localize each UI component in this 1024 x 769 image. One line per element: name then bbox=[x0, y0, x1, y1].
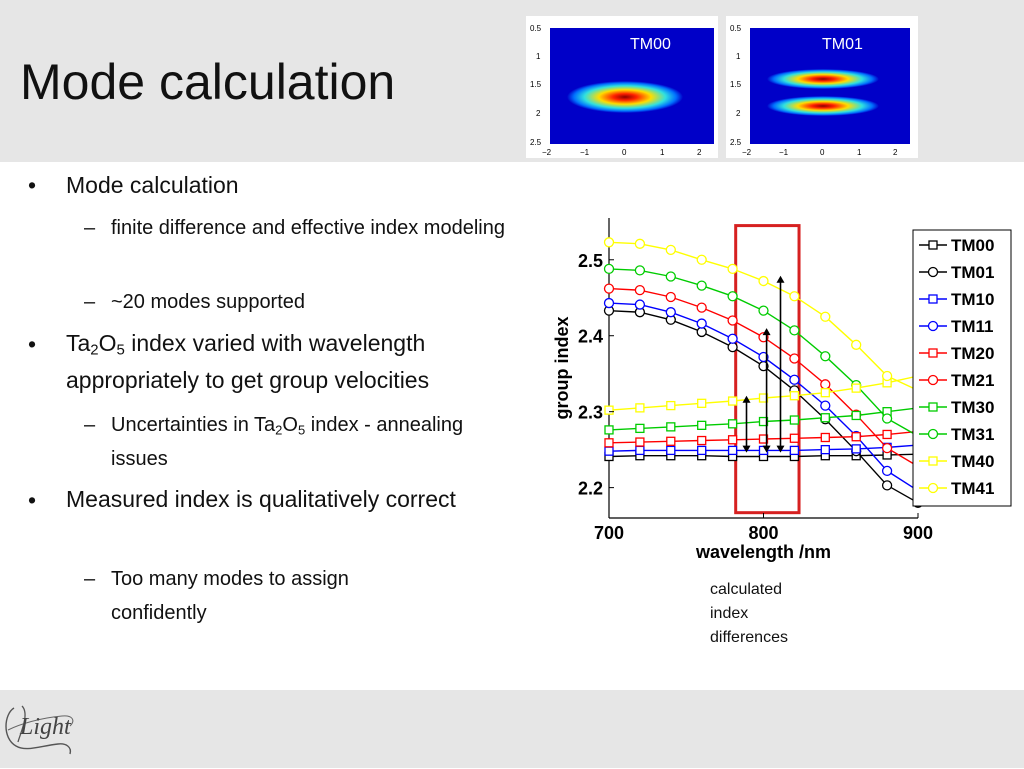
data-point-tm21 bbox=[635, 286, 644, 295]
data-point-tm31 bbox=[605, 264, 614, 273]
sub-bullet-text: finite difference and effective index modeling bbox=[111, 217, 505, 239]
mode-xtick: 1 bbox=[857, 148, 862, 157]
legend-marker bbox=[929, 349, 937, 357]
mode-ytick: 2.5 bbox=[530, 138, 542, 147]
data-point-tm20 bbox=[729, 436, 737, 444]
sub-bullet-text: Uncertainties in $Ta_2O_5$ index - annealing issues bbox=[111, 414, 464, 470]
y-tick-label: 2.5 bbox=[577, 250, 603, 271]
x-tick-label: 700 bbox=[593, 523, 625, 543]
data-point-tm01 bbox=[728, 343, 737, 352]
y-tick-label: 2.4 bbox=[577, 326, 603, 347]
legend-label: TM40 bbox=[951, 452, 995, 471]
sub-bullet-text: Too many modes to assign confidently bbox=[111, 568, 349, 624]
data-point-tm21 bbox=[666, 292, 675, 301]
bullet-text: Measured index is qualitatively correct bbox=[66, 486, 456, 512]
mode-xtick: 2 bbox=[697, 148, 702, 157]
bullet-text: $Ta_2O_5$ index varied with wavelength appropriately to get group velocities bbox=[66, 330, 430, 393]
mode-image-tm01 bbox=[726, 16, 918, 158]
group-index-chart bbox=[548, 208, 1014, 573]
data-point-tm30 bbox=[729, 420, 737, 428]
data-point-tm30 bbox=[636, 424, 644, 432]
data-point-tm10 bbox=[790, 446, 798, 454]
data-point-tm41 bbox=[635, 239, 644, 248]
data-point-tm30 bbox=[605, 426, 613, 434]
data-point-tm41 bbox=[883, 371, 892, 380]
data-point-tm41 bbox=[728, 264, 737, 273]
group-index-chart-svg bbox=[548, 208, 1014, 568]
data-point-tm30 bbox=[821, 414, 829, 422]
data-point-tm11 bbox=[635, 300, 644, 309]
light-logo-mark bbox=[0, 694, 90, 764]
bullet-text: Mode calculation bbox=[66, 172, 239, 198]
mode-ytick: 2.5 bbox=[730, 138, 742, 147]
data-point-tm31 bbox=[666, 272, 675, 281]
mode-xtick: −1 bbox=[779, 148, 789, 157]
mode-xtick: 0 bbox=[622, 148, 627, 157]
data-point-tm41 bbox=[759, 277, 768, 286]
data-point-tm10 bbox=[605, 447, 613, 455]
sub-bullet-marker: – bbox=[84, 291, 96, 313]
data-point-tm20 bbox=[605, 439, 613, 447]
data-point-tm31 bbox=[759, 306, 768, 315]
data-point-tm10 bbox=[636, 446, 644, 454]
data-point-tm40 bbox=[667, 402, 675, 410]
data-point-tm11 bbox=[605, 299, 614, 308]
data-point-tm21 bbox=[728, 316, 737, 325]
data-point-tm01 bbox=[697, 327, 706, 336]
mode-ytick: 1 bbox=[736, 52, 741, 61]
data-point-tm11 bbox=[697, 319, 706, 328]
data-point-tm41 bbox=[852, 340, 861, 349]
data-point-tm40 bbox=[605, 406, 613, 414]
data-point-tm41 bbox=[666, 245, 675, 254]
mode-xtick: 0 bbox=[820, 148, 825, 157]
legend-label: TM30 bbox=[951, 398, 995, 417]
sub-bullet-text: ~20 modes supported bbox=[111, 291, 306, 313]
x-tick-label: 900 bbox=[902, 523, 934, 543]
data-point-tm41 bbox=[821, 312, 830, 321]
legend-marker bbox=[929, 457, 937, 465]
data-point-tm21 bbox=[883, 444, 892, 453]
data-point-tm40 bbox=[698, 399, 706, 407]
x-tick-label: 800 bbox=[748, 523, 779, 543]
data-point-tm20 bbox=[636, 438, 644, 446]
mode-image-tm00 bbox=[526, 16, 718, 158]
data-point-tm30 bbox=[698, 421, 706, 429]
legend-marker bbox=[929, 295, 937, 303]
data-point-tm10 bbox=[698, 446, 706, 454]
legend-label: TM20 bbox=[951, 344, 995, 363]
light-logo bbox=[0, 694, 90, 769]
data-point-tm10 bbox=[667, 446, 675, 454]
data-point-tm31 bbox=[728, 292, 737, 301]
legend-label: TM10 bbox=[951, 290, 995, 309]
mode-ytick: 1.5 bbox=[530, 80, 542, 89]
data-point-tm10 bbox=[821, 446, 829, 454]
legend-marker bbox=[929, 268, 938, 277]
mode-xtick: −2 bbox=[742, 148, 752, 157]
logo-text: Light bbox=[20, 714, 71, 740]
data-point-tm30 bbox=[790, 416, 798, 424]
mode-ytick: 1.5 bbox=[730, 80, 742, 89]
data-point-tm11 bbox=[790, 375, 799, 384]
mode-xtick: −2 bbox=[542, 148, 552, 157]
mode-field-plot-tm01 bbox=[726, 16, 914, 158]
legend-marker bbox=[929, 241, 937, 249]
data-point-tm31 bbox=[883, 414, 892, 423]
data-point-tm41 bbox=[605, 238, 614, 247]
data-point-tm40 bbox=[852, 384, 860, 392]
mode-xtick: 1 bbox=[660, 148, 665, 157]
y-tick-label: 2.2 bbox=[577, 478, 603, 499]
y-tick-label: 2.3 bbox=[577, 402, 603, 423]
data-point-tm30 bbox=[667, 423, 675, 431]
footer-band bbox=[0, 690, 1024, 768]
data-point-tm20 bbox=[790, 434, 798, 442]
sub-bullet-marker: – bbox=[84, 414, 96, 436]
mode-xtick: 2 bbox=[893, 148, 898, 157]
data-point-tm31 bbox=[821, 352, 830, 361]
mode-ytick: 2 bbox=[536, 109, 541, 118]
legend-label: TM31 bbox=[951, 425, 995, 444]
data-point-tm40 bbox=[790, 392, 798, 400]
caption-line: calculated bbox=[710, 581, 783, 598]
data-point-tm20 bbox=[667, 437, 675, 445]
data-point-tm20 bbox=[883, 430, 891, 438]
x-axis-label: wavelength /nm bbox=[695, 542, 832, 562]
legend-label: TM11 bbox=[951, 317, 994, 336]
legend-marker bbox=[929, 430, 938, 439]
legend-label: TM41 bbox=[951, 479, 995, 498]
bullet-marker: • bbox=[28, 331, 37, 357]
legend-marker bbox=[929, 403, 937, 411]
data-point-tm41 bbox=[697, 255, 706, 264]
legend-label: TM00 bbox=[951, 236, 995, 255]
data-point-tm11 bbox=[821, 401, 830, 410]
data-point-tm20 bbox=[821, 433, 829, 441]
caption-line: differences bbox=[710, 629, 788, 646]
data-point-tm20 bbox=[852, 433, 860, 441]
data-point-tm11 bbox=[728, 334, 737, 343]
data-point-tm01 bbox=[883, 481, 892, 490]
data-point-tm21 bbox=[790, 354, 799, 363]
slide-title: Mode calculation bbox=[20, 54, 396, 110]
data-point-tm31 bbox=[790, 326, 799, 335]
legend-marker bbox=[929, 484, 938, 493]
mode-ytick: 1 bbox=[536, 52, 541, 61]
legend-marker bbox=[929, 376, 938, 385]
mode-ytick: 2 bbox=[736, 109, 741, 118]
data-point-tm11 bbox=[666, 308, 675, 317]
data-point-tm31 bbox=[697, 281, 706, 290]
data-point-tm31 bbox=[635, 266, 644, 275]
data-point-tm11 bbox=[883, 466, 892, 475]
legend-label: TM21 bbox=[951, 371, 995, 390]
y-axis-label: group index bbox=[552, 316, 572, 420]
data-point-tm10 bbox=[852, 445, 860, 453]
legend-label: TM01 bbox=[951, 263, 995, 282]
data-point-tm40 bbox=[729, 397, 737, 405]
bullet-marker: • bbox=[28, 172, 37, 198]
data-point-tm40 bbox=[636, 404, 644, 412]
data-point-tm21 bbox=[605, 284, 614, 293]
data-point-tm41 bbox=[790, 292, 799, 301]
data-point-tm10 bbox=[729, 446, 737, 454]
bullet-marker: • bbox=[28, 487, 37, 513]
mode-label-tm01: TM01 bbox=[822, 36, 863, 53]
sub-bullet-marker: – bbox=[84, 568, 96, 590]
data-point-tm30 bbox=[852, 411, 860, 419]
mode-label-tm00: TM00 bbox=[630, 36, 671, 53]
mode-xtick: −1 bbox=[580, 148, 590, 157]
mode-field-plot-tm00 bbox=[526, 16, 718, 158]
mode-ytick: 0.5 bbox=[730, 24, 742, 33]
data-point-tm20 bbox=[698, 437, 706, 445]
caption-line: index bbox=[710, 605, 749, 622]
mode-ytick: 0.5 bbox=[530, 24, 542, 33]
legend-marker bbox=[929, 322, 938, 331]
chart-caption bbox=[710, 578, 820, 650]
data-point-tm21 bbox=[821, 380, 830, 389]
data-point-tm40 bbox=[821, 389, 829, 397]
data-point-tm21 bbox=[697, 303, 706, 312]
sub-bullet-marker: – bbox=[84, 217, 96, 239]
